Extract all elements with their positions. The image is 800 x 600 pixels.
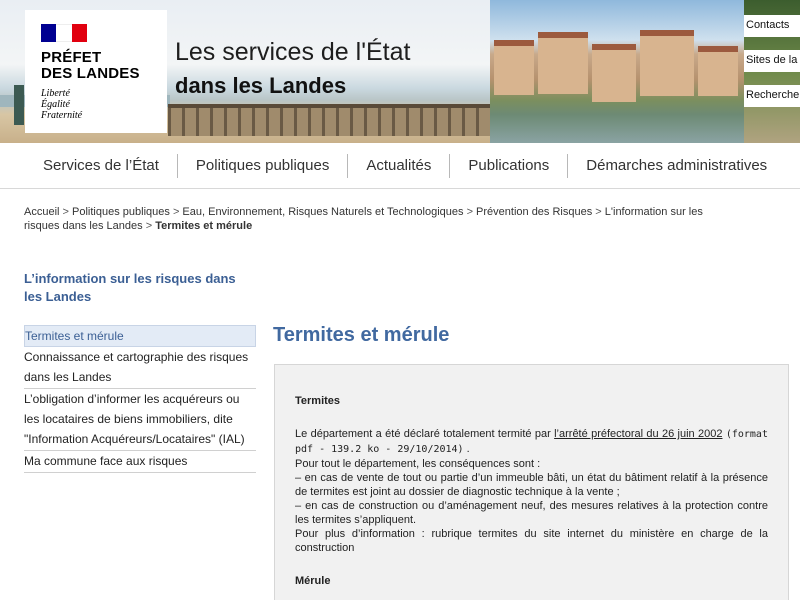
termites-paragraph: Le département a été déclaré totalement termité par l’arrêté préfectoral du 26 juin 2002 (format pdf - 139.2 ko - 29/10/2014) . bbox=[295, 428, 768, 455]
breadcrumb-current: Termites et mérule bbox=[155, 220, 253, 232]
page-title: Termites et mérule bbox=[273, 324, 450, 346]
marianne-flag-icon bbox=[41, 24, 87, 42]
breadcrumb-item[interactable]: Accueil bbox=[24, 206, 60, 218]
breadcrumb-item[interactable]: Eau, Environnement, Risques Naturels et Technologiques bbox=[182, 206, 464, 218]
sidebar-item-ial[interactable]: L’obligation d’informer les acquéreurs ou les locataires de biens immobiliers, dite "Information Acquéreurs/Locataires" (IAL) bbox=[24, 389, 256, 451]
logo-motto: Liberté Égalité Fraternité bbox=[41, 88, 83, 121]
nav-item-politiques[interactable]: Politiques publiques bbox=[178, 154, 348, 178]
bullet-vente: – en cas de vente de tout ou partie d’un immeuble bâti, un état du bâtiment relatif à la présence de termites est joint au dossier de diagnostic technique à la vente ; bbox=[295, 472, 768, 498]
breadcrumb: Accueil > Politiques publiques > Eau, Environnement, Risques Naturels et Technologiques > Prévention des Risques > L'information sur les risques dans les Landes > Termites et mérule bbox=[24, 206, 703, 232]
site-title[interactable] bbox=[175, 38, 485, 99]
search-link[interactable]: Recherche bbox=[744, 85, 800, 107]
building-image bbox=[698, 46, 738, 96]
sidebar-item-termites[interactable]: Termites et mérule bbox=[24, 325, 256, 347]
sidebar-title[interactable]: L’information sur les risques dans les Landes bbox=[24, 271, 236, 304]
building-image bbox=[640, 30, 694, 96]
building-image bbox=[538, 32, 588, 94]
arrete-link[interactable]: l’arrêté préfectoral du 26 juin 2002 bbox=[554, 428, 723, 440]
building-image bbox=[592, 44, 636, 102]
sites-link[interactable]: Sites de la bbox=[744, 50, 800, 72]
site-title-line1: Les services de l'État bbox=[175, 38, 411, 66]
site-header bbox=[0, 0, 800, 143]
more-info-paragraph[interactable]: Pour plus d’information : rubrique termites du site internet du ministère en charge de la construction bbox=[295, 528, 768, 554]
breadcrumb-item[interactable]: Prévention des Risques bbox=[476, 206, 593, 218]
building-image bbox=[494, 40, 534, 95]
header-banner-town bbox=[490, 0, 744, 143]
pier-image bbox=[168, 108, 490, 136]
lighthouse-image bbox=[14, 85, 24, 125]
breadcrumb-item[interactable]: L'information sur les risques dans les Landes bbox=[24, 206, 703, 232]
termites-heading: Termites bbox=[295, 395, 341, 407]
logo-name: PRÉFET DES LANDES bbox=[41, 49, 140, 82]
consequences-intro: Pour tout le département, les conséquences sont : bbox=[295, 458, 541, 470]
sidebar-item-commune[interactable]: Ma commune face aux risques bbox=[24, 451, 256, 473]
nav-item-publications[interactable]: Publications bbox=[450, 154, 568, 178]
site-title-line2: dans les Landes bbox=[175, 73, 347, 98]
merule-heading: Mérule bbox=[295, 575, 331, 587]
sidebar-item-cartographie[interactable]: Connaissance et cartographie des risques dans les Landes bbox=[24, 347, 256, 389]
bullet-construction: – en cas de construction ou d’aménagement neuf, des mesures relatives à la protection contre les termites s’appliquent. bbox=[295, 500, 768, 526]
file-info: (format pdf - 139.2 ko - 29/10/2014) bbox=[295, 429, 768, 455]
sidebar bbox=[24, 270, 256, 473]
quick-links bbox=[744, 0, 800, 143]
main-nav bbox=[0, 143, 800, 189]
content-box bbox=[274, 364, 789, 600]
prefecture-logo[interactable] bbox=[25, 10, 167, 133]
breadcrumb-item[interactable]: Politiques publiques bbox=[72, 206, 170, 218]
nav-item-demarches[interactable]: Démarches administratives bbox=[586, 156, 768, 174]
nav-item-services[interactable]: Services de l’État bbox=[25, 154, 178, 178]
contacts-link[interactable]: Contacts bbox=[744, 15, 800, 37]
nav-item-actualites[interactable]: Actualités bbox=[348, 154, 450, 178]
